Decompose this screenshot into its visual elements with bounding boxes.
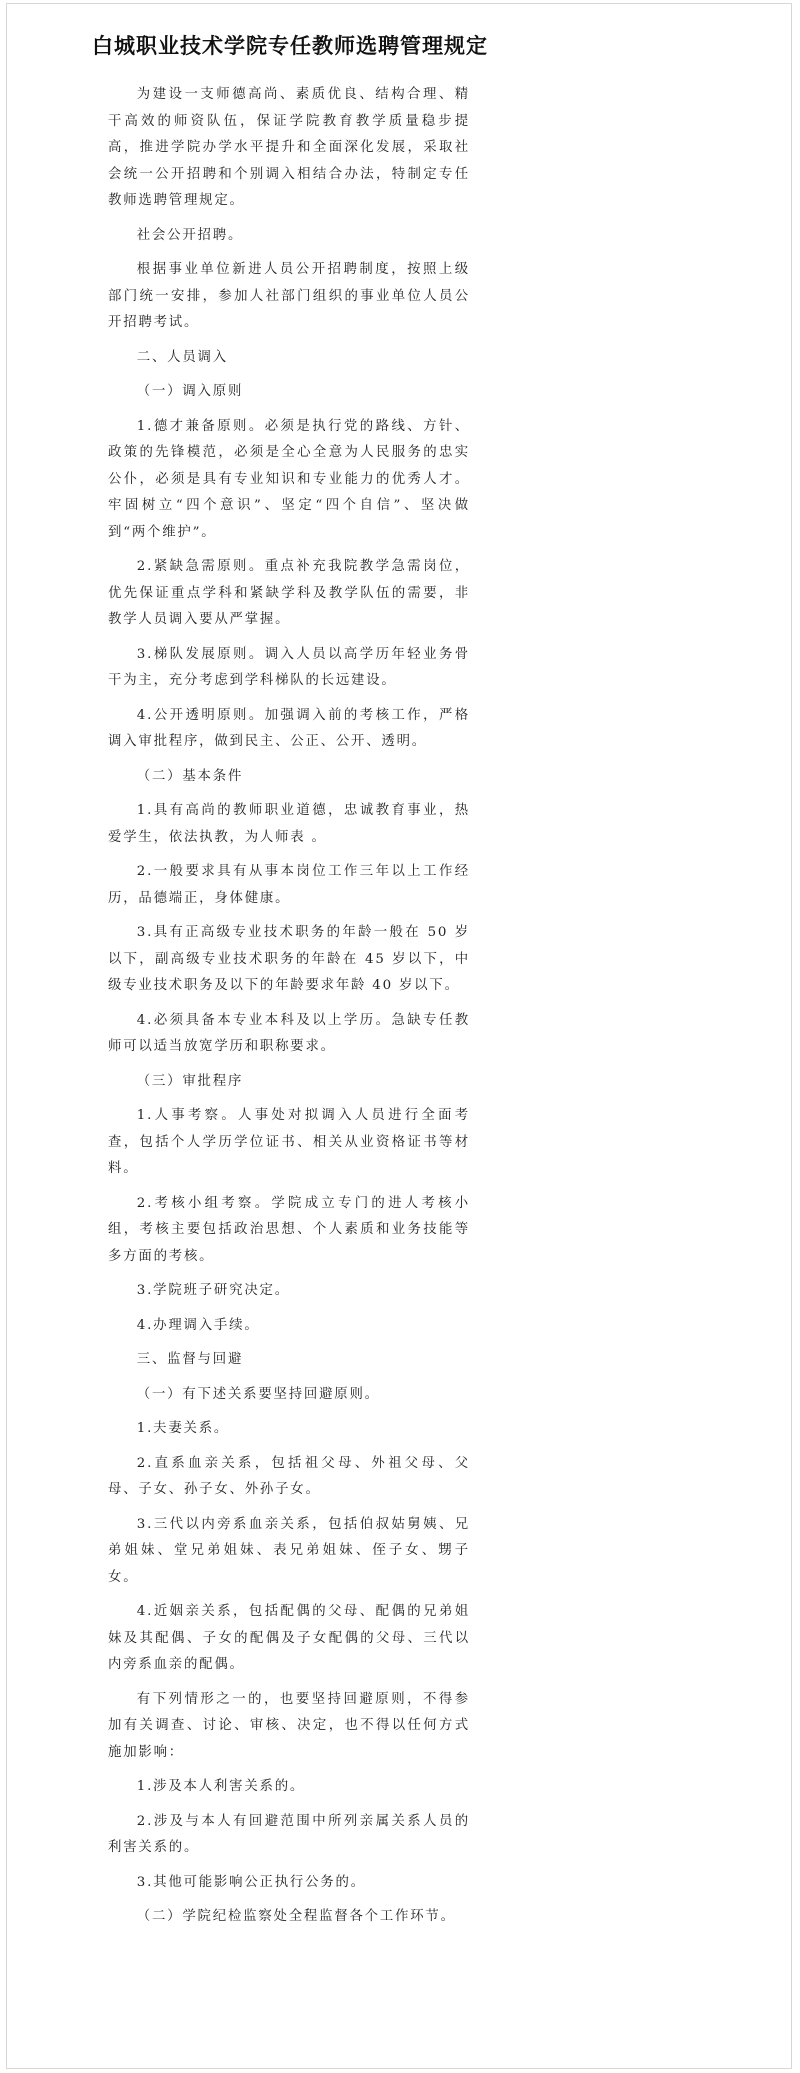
subsection-heading: （二）基本条件	[136, 768, 244, 784]
list-item: 1.涉及本人利害关系的。	[136, 1779, 306, 1794]
list-item: 1.德才兼备原则。必须是执行党的路线、方针、政策的先锋模范，必须是全心全意为人民服务的忠实公仆，必须是具有专业知识和专业能力的优秀人才。牢固树立“四个意识”、坚定“四个自信”、坚决做到“两个维护”。	[108, 418, 470, 540]
section-public-recruitment: 社会公开招聘。	[136, 227, 244, 243]
list-item: 1.人事考察。人事处对拟调入人员进行全面考查，包括个人学历学位证书、相关从业资格证书等材料。	[108, 1108, 470, 1176]
list-item: 4.近姻亲关系，包括配偶的父母、配偶的兄弟姐妹及其配偶、子女的配偶及子女配偶的父母、三代以内旁系血亲的配偶。	[108, 1604, 470, 1672]
list-item: 2.考核小组考察。学院成立专门的进人考核小组，考核主要包括政治思想、个人素质和业务技能等多方面的考核。	[108, 1195, 470, 1264]
paragraph: 有下列情形之一的，也要坚持回避原则，不得参加有关调查、讨论、审核、决定，也不得以任何方式施加影响：	[108, 1691, 470, 1760]
list-item: 2.紧缺急需原则。重点补充我院教学急需岗位，优先保证重点学科和紧缺学科及教学队伍的需要，非教学人员调入要从严掌握。	[108, 559, 470, 627]
list-item: 2.一般要求具有从事本岗位工作三年以上工作经历，品德端正，身体健康。	[108, 864, 470, 906]
subsection-heading: （一）调入原则	[136, 384, 244, 399]
list-item: 3.其他可能影响公正执行公务的。	[136, 1874, 366, 1890]
list-item: 2.涉及与本人有回避范围中所列亲属关系人员的利害关系的。	[108, 1813, 470, 1855]
list-item: 1.具有高尚的教师职业道德，忠诚教育事业，热爱学生，依法执教，为人师表 。	[108, 803, 470, 845]
section-heading: 二、人员调入	[136, 349, 228, 365]
subsection-heading: （二）学院纪检监察处全程监督各个工作环节。	[136, 1909, 456, 1924]
document-body	[108, 82, 470, 1939]
list-item: 4.公开透明原则。加强调入前的考核工作，严格调入审批程序，做到民主、公正、公开、透明。	[108, 707, 470, 749]
subsection-heading: （一）有下述关系要坚持回避原则。	[136, 1386, 380, 1402]
paragraph: 根据事业单位新进人员公开招聘制度，按照上级部门统一安排，参加人社部门组织的事业单位人员公开招聘考试。	[108, 262, 470, 330]
document-title: 白城职业技术学院专任教师选聘管理规定	[92, 34, 488, 58]
list-item: 3.学院班子研究决定。	[136, 1283, 290, 1298]
intro-paragraph: 为建设一支师德高尚、素质优良、结构合理、精干高效的师资队伍，保证学院教育教学质量稳步提高，推进学院办学水平提升和全面深化发展，采取社会统一公开招聘和个别调入相结合办法，特制定专任教师选聘管理规定。	[108, 87, 470, 208]
list-item: 2.直系血亲关系，包括祖父母、外祖父母、父母、子女、孙子女、外孙子女。	[108, 1455, 470, 1497]
list-item: 3.具有正高级专业技术职务的年龄一般在 50 岁以下，副高级专业技术职务的年龄在 45 岁以下，中级专业技术职务及以下的年龄要求年龄 40 岁以下。	[108, 925, 470, 993]
list-item: 3.梯队发展原则。调入人员以高学历年轻业务骨干为主，充分考虑到学科梯队的长远建设。	[108, 646, 470, 688]
section-heading: 三、监督与回避	[136, 1352, 244, 1367]
list-item: 3.三代以内旁系血亲关系，包括伯叔姑舅姨、兄弟姐妹、堂兄弟姐妹、表兄弟姐妹、侄子女、甥子女。	[108, 1516, 470, 1585]
subsection-heading: （三）审批程序	[136, 1073, 244, 1089]
list-item: 4.必须具备本专业本科及以上学历。急缺专任教师可以适当放宽学历和职称要求。	[108, 1012, 470, 1054]
list-item: 4.办理调入手续。	[136, 1317, 260, 1333]
list-item: 1.夫妻关系。	[136, 1421, 230, 1436]
